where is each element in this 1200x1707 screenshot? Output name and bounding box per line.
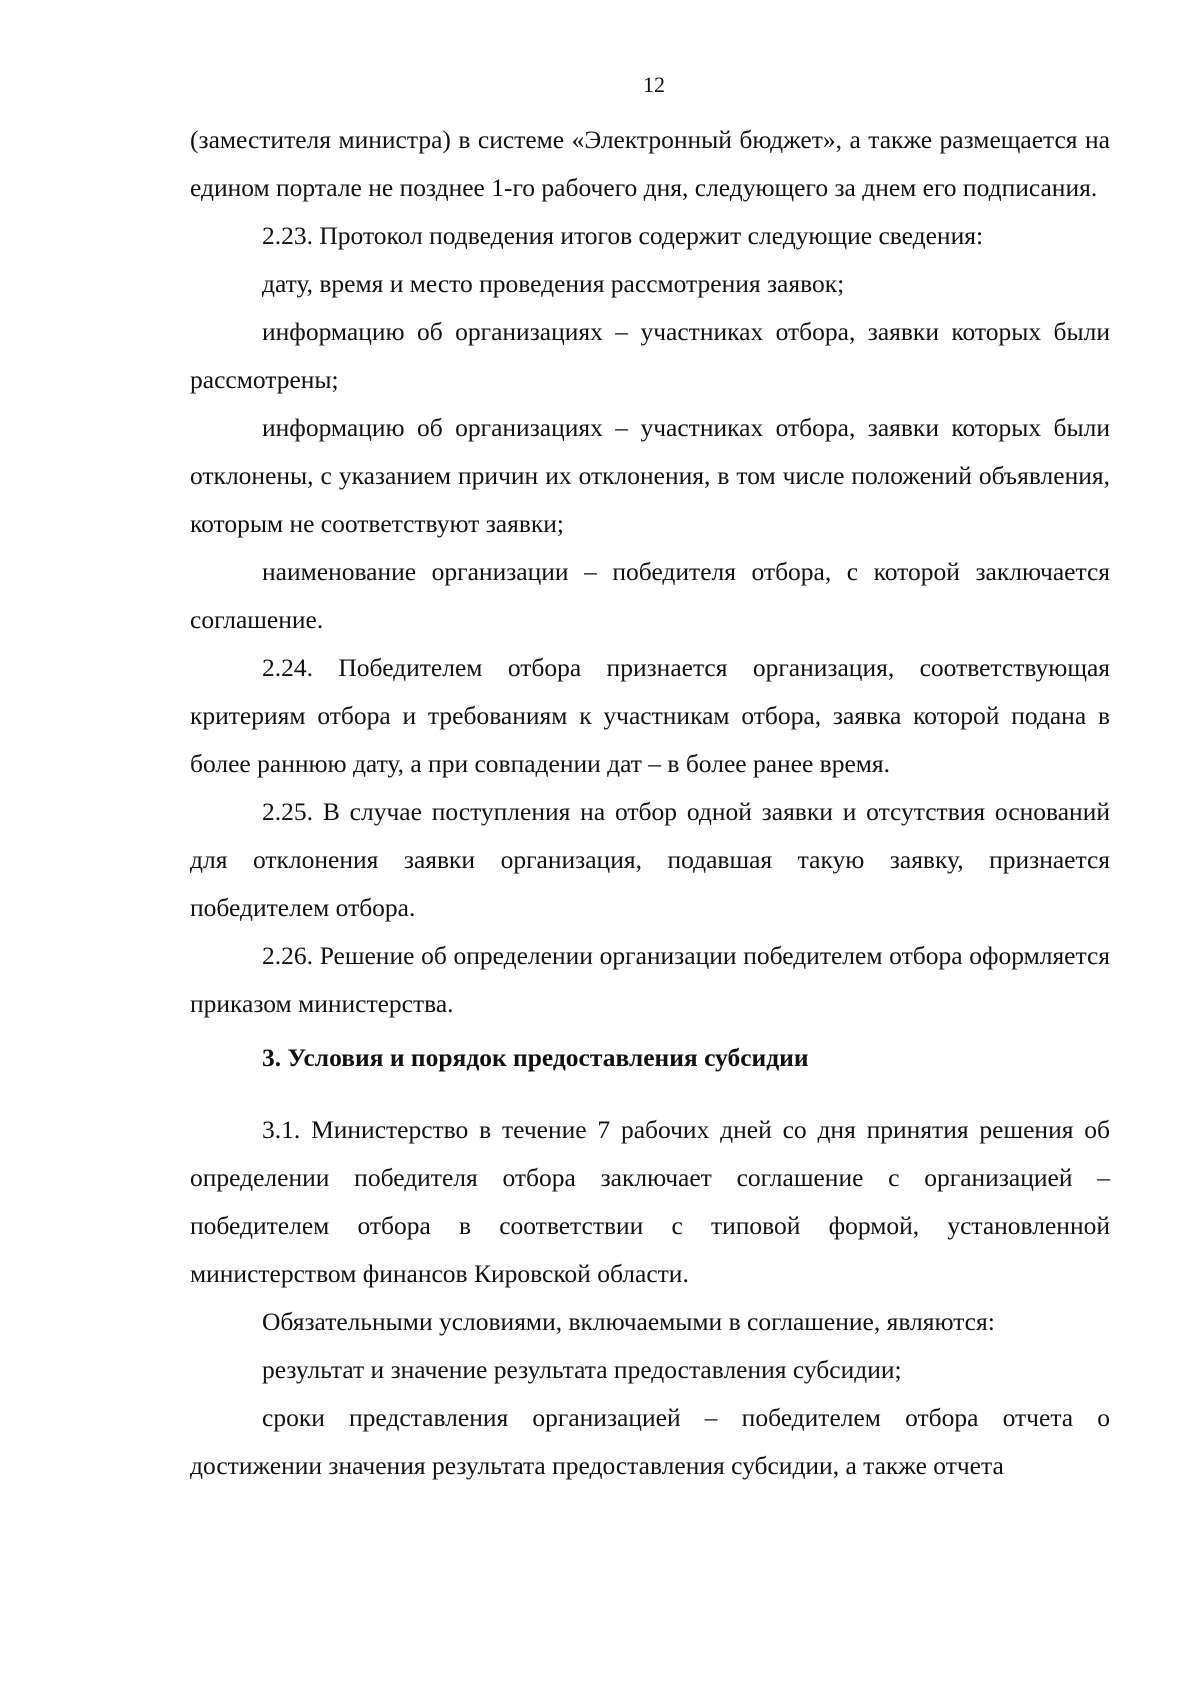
paragraph: 2.26. Решение об определении организации победителем отбора оформляется приказом министерства.: [190, 941, 1110, 1018]
paragraph: результат и значение результата предоставления субсидии;: [262, 1355, 902, 1384]
paragraph: 2.23. Протокол подведения итогов содержит следующие сведения:: [262, 221, 984, 250]
paragraph: дату, время и место проведения рассмотрения заявок;: [262, 269, 845, 298]
paragraph: информацию об организациях – участниках отбора, заявки которых были отклонены, с указанием причин их отклонения, в том числе положений объявления, которым не соответствуют заявки;: [190, 413, 1110, 538]
body-text-bottom: [190, 1106, 1110, 1490]
paragraph: сроки представления организацией – победителем отбора отчета о достижении значения результата предоставления субсидии, а также отчета: [190, 1403, 1110, 1480]
paragraph: (заместителя министра) в системе «Электронный бюджет», а также размещается на едином портале не позднее 1-го рабочего дня, следующего за днем его подписания.: [190, 125, 1110, 202]
paragraph: наименование организации – победителя отбора, с которой заключается соглашение.: [190, 557, 1110, 634]
body-text-top: [190, 116, 1110, 1028]
paragraph: 2.24. Победителем отбора признается организация, соответствующая критериям отбора и требованиям к участникам отбора, заявка которой подана в более раннюю дату, а при совпадении дат – в более ранее время.: [190, 653, 1110, 778]
paragraph: информацию об организациях – участниках отбора, заявки которых были рассмотрены;: [190, 317, 1110, 394]
section-heading-block: [190, 1034, 1110, 1082]
paragraph: 2.25. В случае поступления на отбор одной заявки и отсутствия оснований для отклонения заявки организация, подавшая такую заявку, признается победителем отбора.: [190, 797, 1110, 922]
page-number: 12: [643, 72, 665, 97]
section-heading: 3. Условия и порядок предоставления субсидии: [262, 1043, 809, 1072]
paragraph: 3.1. Министерство в течение 7 рабочих дней со дня принятия решения об определении победителя отбора заключает соглашение с организацией – победителем отбора в соответствии с типовой формой, установленной министерством финансов Кировской области.: [190, 1115, 1110, 1288]
paragraph: Обязательными условиями, включаемыми в соглашение, являются:: [262, 1307, 995, 1336]
